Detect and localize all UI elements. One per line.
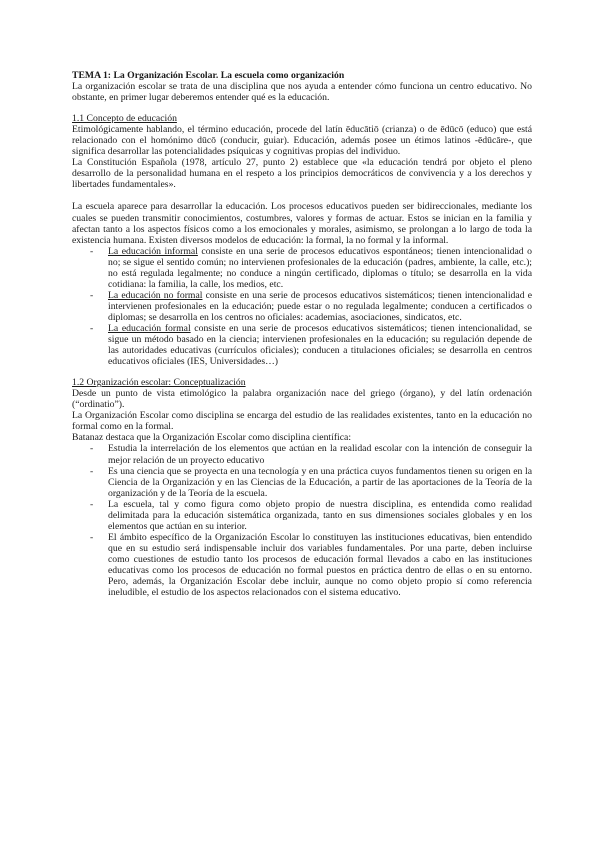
section-2-paragraph-etymology: Desde un punto de vista etimológico la palabra organización nace del griego (órgano), y del latín ordenación (“ordinatio”). [72,388,532,411]
education-types-list [72,246,532,368]
document-title: TEMA 1: La Organización Escolar. La escuela como organización [72,70,345,81]
paragraph-spacer [72,190,532,201]
term-non-formal: La educación no formal [108,289,203,301]
intro-paragraph: La organización escolar se trata de una disciplina que nos ayuda a entender cómo funciona un centro educativo. No obstante, en primer lugar deberemos entender qué es la educación. [72,81,532,104]
section-2-paragraph-batanaz: Batanaz destaca que la Organización Escolar como disciplina científica: [72,432,352,444]
document-content [72,70,532,598]
item-text: Estudia la interrelación de los elementos que actúan en la realidad escolar con la intención de conseguir la mejor relación de un proyecto educativo [108,443,532,466]
section-2-heading: 1.2 Organización escolar: Conceptualización [72,377,246,389]
item-text: consiste en una serie de procesos educativos espontáneos; tienen intencionalidad o no; se sigue el sentido común; no intervienen profesionales de la educación (padres, ambiente, la calle, etc.); no está regulada legalmente; no conduce a ningún certificado, diplomas o título; se desarrolla en la vida cotidiana: la familia, la calle, los medios, etc. [108,245,532,290]
dash-bullet: - [90,465,94,477]
item-text: consiste en una serie de procesos educativos sistemáticos; tienen intencionalidad e intervienen profesionales en la educación; puede estar o no regulada legalmente; conducen a certificados o diplomas; se desarrolla en los centros no oficiales: academias, asociaciones, sindicatos, etc. [108,289,532,323]
item-text: La escuela, tal y como figura como objeto propio de nuestra disciplina, es entendida como realidad delimitada para la educación sistemática organizada, tanto en sus dimensiones sociales globales y en los elementos que actúan en su interior. [108,498,532,532]
dash-bullet: - [90,443,94,455]
dash-bullet: - [90,531,94,543]
term-informal: La educación informal [108,245,198,257]
section-1-paragraph-constitution: La Constitución Española (1978, artículo 27, punto 2) establece que «la educación tendrá por objeto el pleno desarrollo de la personalidad humana en el respeto a los principios democráticos de convivencia y a los derechos y libertades fundamentales». [72,157,532,191]
dash-bullet: - [90,289,94,301]
batanaz-points-list [72,443,532,598]
list-item [72,499,532,532]
list-item-formal [72,323,532,367]
list-item-non-formal [72,290,532,323]
section-1-paragraph-etymology: Etimológicamente hablando, el término educación, procede del latín ēducātiō (crianza) o de ēdūcō (educo) que está relacionado con el homónimo dūcō (conducir, guiar). Educación, además posee un étimos latinos -ēdūcāre-, que significa desarrollar las potencialidades psíquicas y cognitivas propias del individuo. [72,124,532,158]
dash-bullet: - [90,498,94,510]
list-item [72,532,532,598]
term-formal: La educación formal [108,322,191,334]
section-2-paragraph-discipline: La Organización Escolar como disciplina se encarga del estudio de las realidades existentes, tanto en la educación no formal como en la formal. [72,410,532,433]
item-text: Es una ciencia que se proyecta en una tecnología y en una práctica cuyos fundamentos tienen su origen en la Ciencia de la Organización y en las Ciencias de la Educación, a partir de las aportaciones de la Teoría de la organización y de la Teoría de la escuela. [108,465,532,499]
list-item [72,443,532,465]
item-text: El ámbito específico de la Organización Escolar lo constituyen las instituciones educativas, bien entendido que en su estudio será indispensable incluir dos variables fundamentales. Por una parte, deben incluirse como cuestiones de estudio tanto los procesos de educación formal llevados a cabo en las instituciones educativas como los procesos de educación no formal puestos en práctica dentro de ellas o en su entorno. Pero, además, la Organización Escolar debe incluir, aunque no como objeto propio sí como referencia ineludible, el estudio de los aspectos relacionados con el sistema educativo. [108,531,532,599]
list-item [72,466,532,499]
dash-bullet: - [90,245,94,257]
section-1-heading: 1.1 Concepto de educación [72,113,177,125]
item-text: consiste en una serie de procesos educativos sistemáticos; tienen intencionalidad, se sigue un método basado en la ciencia; intervienen profesionales en la educación; su regulación depende de las autoridades educativas (currículos oficiales); conducen a titulaciones oficiales; se desarrolla en centros educativos oficiales (IES, Universidades…) [108,322,532,368]
section-1-paragraph-school: La escuela aparece para desarrollar la educación. Los procesos educativos pueden ser bidireccionales, mediante los cuales se pueden transmitir conocimientos, costumbres, valores y formas de actuar. Estos se inician en la familia y afectan tanto a los aspectos físicos como a los emocionales y morales, asimismo, se prolongan a lo largo de toda la existencia humana. Existen diversos modelos de educación: la formal, la no formal y la informal. [72,201,532,246]
dash-bullet: - [90,322,94,334]
list-item-informal [72,246,532,290]
